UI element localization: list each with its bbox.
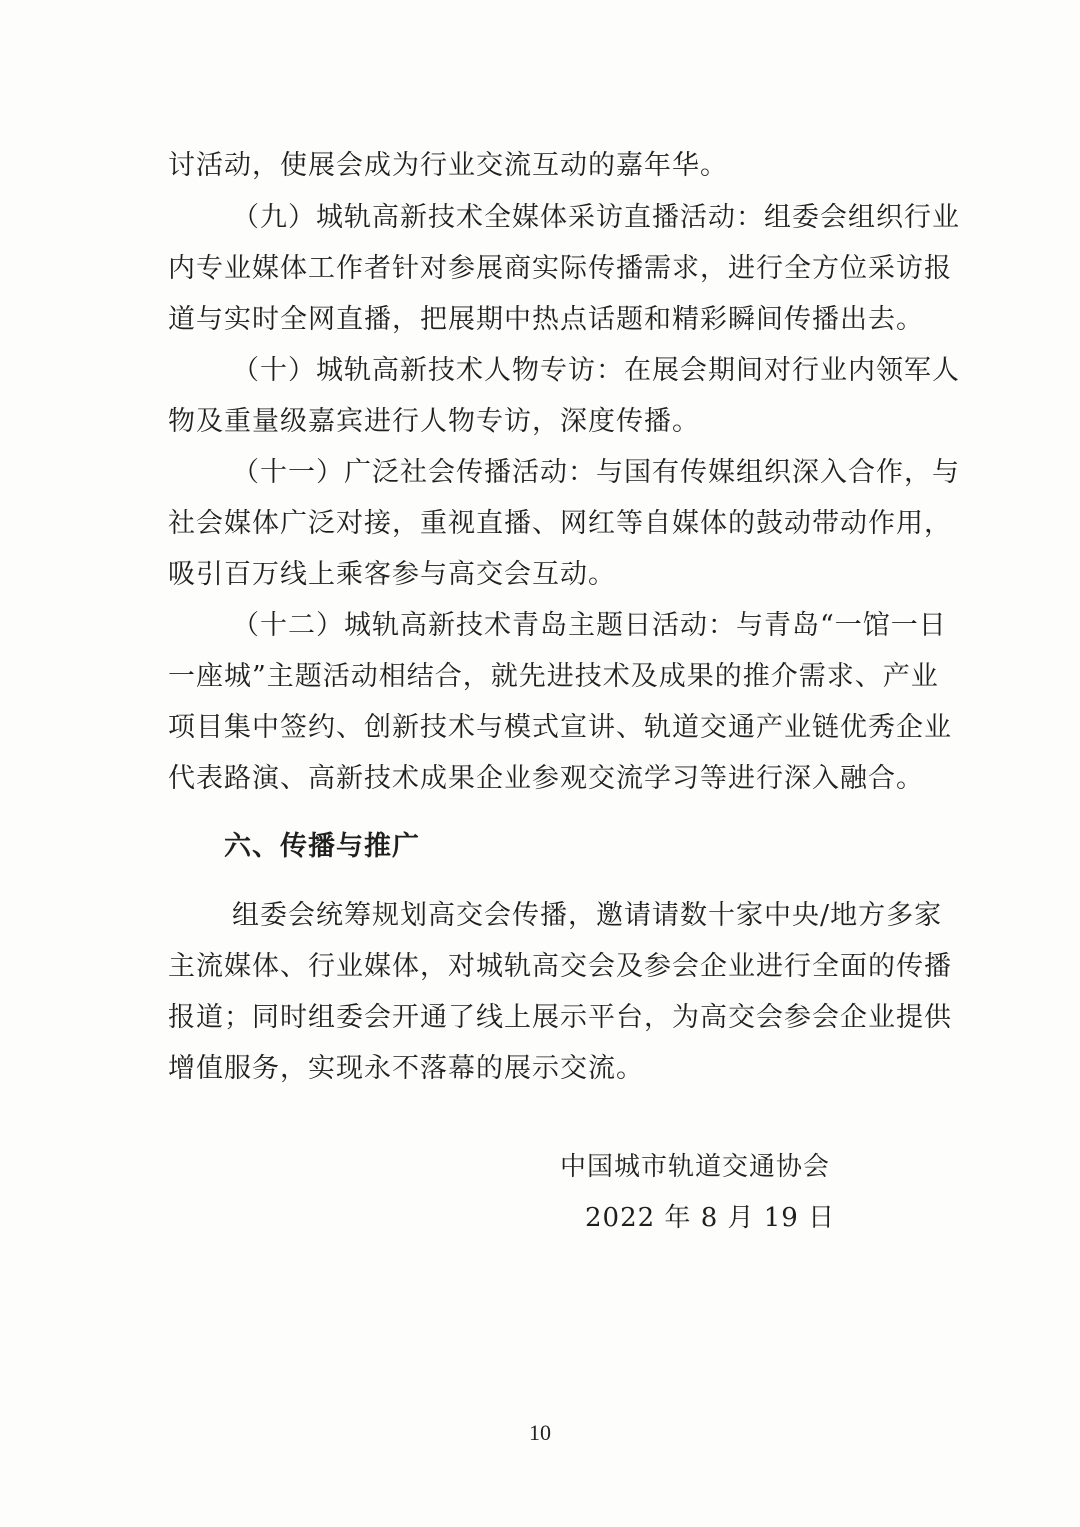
paragraph-line: 增值服务，实现永不落幕的展示交流。 xyxy=(168,1053,644,1084)
paragraph-line: 内专业媒体工作者针对参展商实际传播需求，进行全方位采访报 xyxy=(168,253,952,284)
paragraph-line: 社会媒体广泛对接，重视直播、网红等自媒体的鼓动带动作用， xyxy=(168,508,952,539)
paragraph-line: 讨活动，使展会成为行业交流互动的嘉年华。 xyxy=(168,150,728,181)
paragraph-line: 一座城”主题活动相结合，就先进技术及成果的推介需求、产业 xyxy=(168,661,939,692)
paragraph-line: （十）城轨高新技术人物专访：在展会期间对行业内领军人 xyxy=(232,355,960,386)
paragraph-line: （九）城轨高新技术全媒体采访直播活动：组委会组织行业 xyxy=(232,202,960,233)
paragraph-line: 组委会统筹规划高交会传播，邀请请数十家中央/地方多家 xyxy=(232,900,943,931)
paragraph-line: （十二）城轨高新技术青岛主题日活动：与青岛“一馆一日 xyxy=(232,610,947,641)
paragraph-line: 物及重量级嘉宾进行人物专访，深度传播。 xyxy=(168,406,700,437)
paragraph-line: 代表路演、高新技术成果企业参观交流学习等进行深入融合。 xyxy=(168,763,924,794)
signature-date: 2022 年 8 月 19 日 xyxy=(585,1203,836,1233)
paragraph-line: 项目集中签约、创新技术与模式宣讲、轨道交通产业链优秀企业 xyxy=(168,712,952,743)
section-heading: 六、传播与推广 xyxy=(224,831,420,862)
paragraph-line: （十一）广泛社会传播活动：与国有传媒组织深入合作，与 xyxy=(232,457,960,488)
page-number: 10 xyxy=(529,1420,551,1445)
paragraph-line: 吸引百万线上乘客参与高交会互动。 xyxy=(168,559,616,590)
paragraph-line: 主流媒体、行业媒体，对城轨高交会及参会企业进行全面的传播 xyxy=(168,951,952,982)
paragraph-line: 道与实时全网直播，把展期中热点话题和精彩瞬间传播出去。 xyxy=(168,304,924,335)
signature-org: 中国城市轨道交通协会 xyxy=(560,1152,831,1182)
paragraph-line: 报道；同时组委会开通了线上展示平台，为高交会参会企业提供 xyxy=(168,1002,952,1033)
